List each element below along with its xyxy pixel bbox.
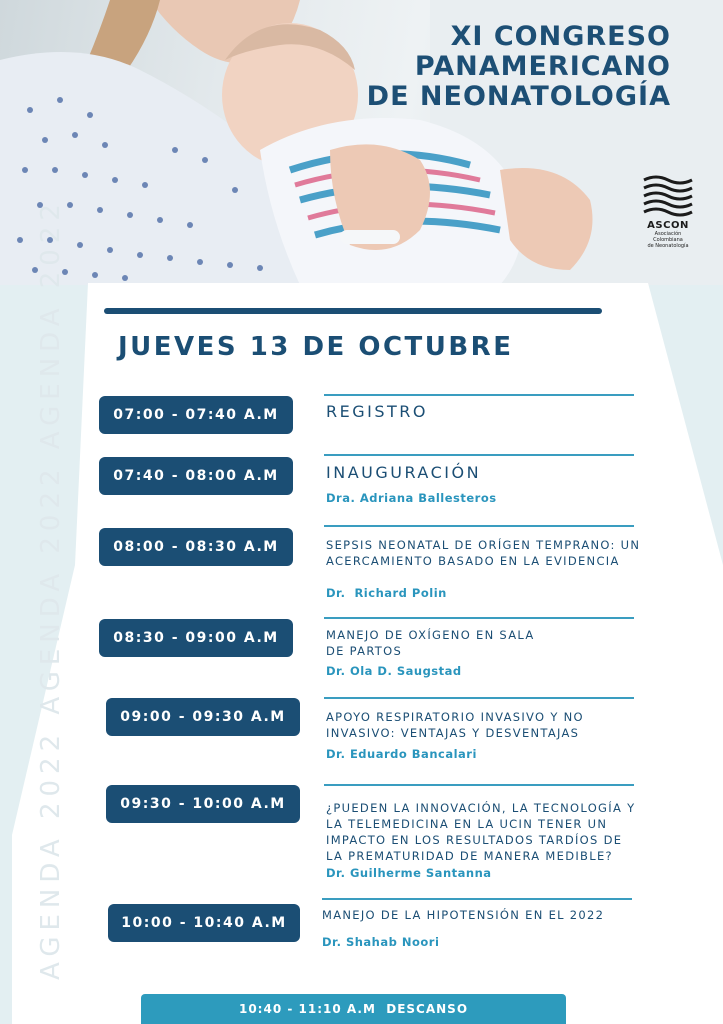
event-title-line-3: DE NEONATOLOGÍA bbox=[366, 81, 671, 112]
event-title-line: LA PREMATURIDAD DE MANERA MEDIBLE? bbox=[326, 849, 613, 863]
ascon-logo-text bbox=[640, 220, 696, 249]
time-pill: 10:00 - 10:40 A.M bbox=[108, 904, 300, 942]
event-title-line-1: XI CONGRESO bbox=[450, 21, 671, 52]
logo-subtitle-1: Asociación Colombiana bbox=[653, 231, 683, 243]
event-title-line: DE PARTOS bbox=[326, 644, 403, 658]
event-title-line: INVASIVO: VENTAJAS Y DESVENTAJAS bbox=[326, 726, 580, 740]
speaker-name: Dr. Shahab Noori bbox=[322, 935, 440, 949]
speaker-name: Dr. Ola D. Saugstad bbox=[326, 664, 462, 678]
divider bbox=[324, 784, 634, 786]
divider bbox=[324, 525, 634, 527]
event-title bbox=[326, 709, 584, 741]
event-title-line: APOYO RESPIRATORIO INVASIVO Y NO bbox=[326, 710, 584, 724]
divider bbox=[322, 898, 632, 900]
event-title-line: MANEJO DE OXÍGENO EN SALA bbox=[326, 628, 535, 642]
header-bar bbox=[104, 308, 602, 314]
logo-abbr: ASCON bbox=[647, 220, 689, 231]
event-title-line-2: PANAMERICANO bbox=[414, 51, 671, 82]
event-title: MANEJO DE LA HIPOTENSIÓN EN EL 2022 bbox=[322, 908, 605, 922]
divider bbox=[324, 617, 634, 619]
event-title-line: IMPACTO EN LOS RESULTADOS TARDÍOS DE bbox=[326, 833, 623, 847]
speaker-name: Dr. Eduardo Bancalari bbox=[326, 747, 477, 761]
event-title-line: LA TELEMEDICINA EN LA UCIN TENER UN bbox=[326, 817, 608, 831]
event-title-line: SEPSIS NEONATAL DE ORÍGEN TEMPRANO: UN bbox=[326, 538, 641, 552]
event-title bbox=[326, 537, 640, 569]
event-title: REGISTRO bbox=[326, 402, 428, 421]
event-title bbox=[367, 22, 671, 112]
time-pill: 09:00 - 09:30 A.M bbox=[106, 698, 300, 736]
event-title bbox=[326, 800, 635, 864]
divider bbox=[324, 454, 634, 456]
time-pill: 07:00 - 07:40 A.M bbox=[99, 396, 293, 434]
time-pill: 08:30 - 09:00 A.M bbox=[99, 619, 293, 657]
vertical-watermark: AGENDA 2022 AGENDA 2022 AGENDA 2022 bbox=[36, 198, 66, 980]
divider bbox=[324, 394, 634, 396]
speaker-name: Dra. Adriana Ballesteros bbox=[326, 491, 497, 505]
ascon-logo bbox=[640, 172, 696, 262]
break-bar: 10:40 - 11:10 A.M DESCANSO bbox=[141, 994, 566, 1024]
speaker-name: Dr. Richard Polin bbox=[326, 586, 447, 600]
time-pill: 09:30 - 10:00 A.M bbox=[106, 785, 300, 823]
speaker-name: Dr. Guilherme Santanna bbox=[326, 866, 492, 880]
hero-photo bbox=[0, 0, 723, 285]
logo-subtitle-2: de Neonatología bbox=[647, 243, 689, 249]
event-title-line: ACERCAMIENTO BASADO EN LA EVIDENCIA bbox=[326, 554, 620, 568]
event-title bbox=[326, 627, 535, 659]
day-title: JUEVES 13 DE OCTUBRE bbox=[118, 332, 514, 362]
divider bbox=[324, 697, 634, 699]
time-pill: 07:40 - 08:00 A.M bbox=[99, 457, 293, 495]
time-pill: 08:00 - 08:30 A.M bbox=[99, 528, 293, 566]
event-title-line: ¿PUEDEN LA INNOVACIÓN, LA TECNOLOGÍA Y bbox=[326, 801, 636, 815]
event-title: INAUGURACIÓN bbox=[326, 463, 482, 482]
ascon-wave-icon bbox=[640, 172, 696, 220]
